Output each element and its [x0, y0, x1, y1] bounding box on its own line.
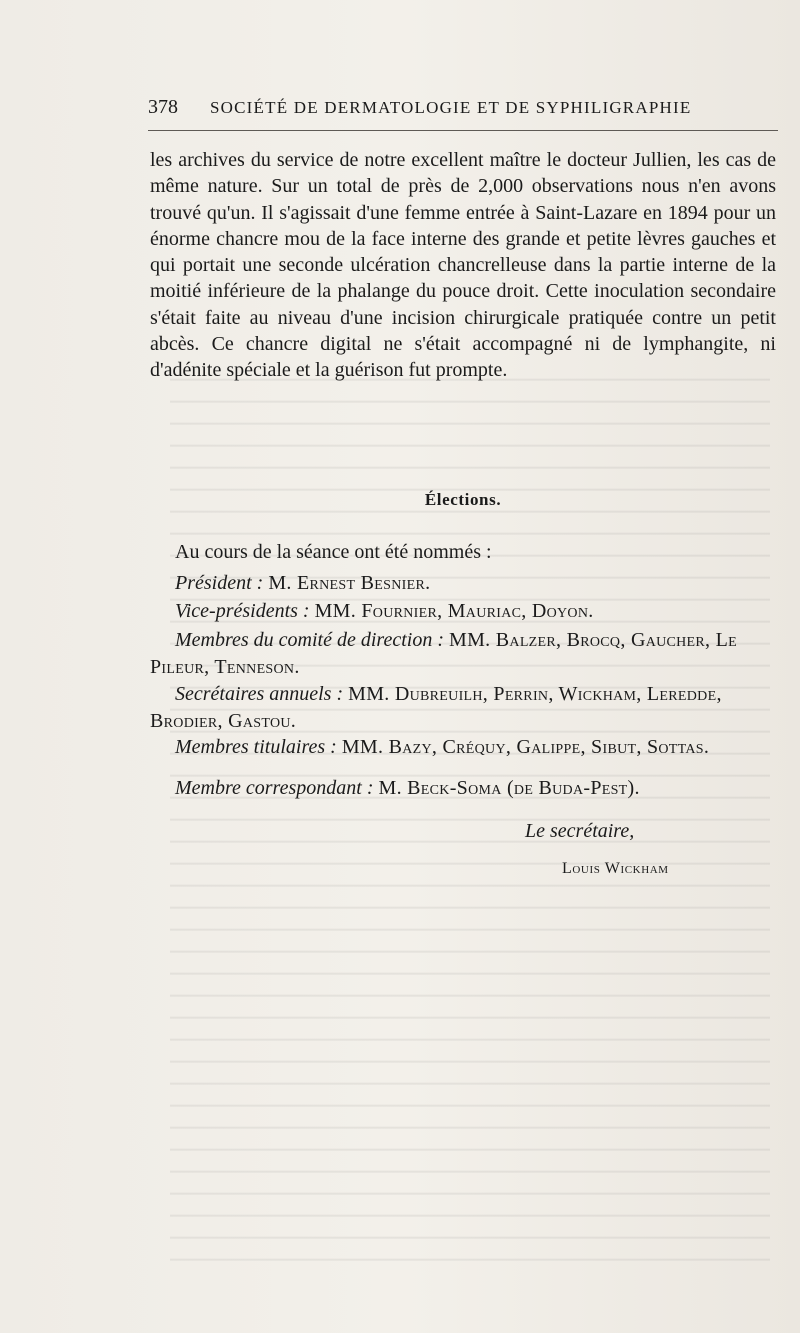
- vice-presidents-label: Vice-présidents :: [175, 600, 310, 622]
- secretaries-label: Secrétaires annuels :: [175, 683, 344, 705]
- header-rule: [148, 130, 778, 131]
- elections-intro: Au cours de la séance ont été nommés :: [175, 541, 492, 563]
- president-entry: [150, 570, 776, 597]
- titular-members-names: MM. Bazy, Créquy, Galippe, Sibut, Sottas.: [341, 736, 710, 758]
- secretaries-names: MM. Dubreuilh, Perrin, Wickham, Leredde, Brodier, Gastou.: [150, 683, 722, 732]
- correspondent-entry: [150, 775, 776, 802]
- vice-presidents-names: MM. Fournier, Mauriac, Doyon.: [314, 600, 594, 622]
- president-names: M. Ernest Besnier.: [268, 572, 431, 594]
- signature-name: Louis Wickham: [562, 860, 669, 877]
- running-title: SOCIÉTÉ DE DERMATOLOGIE ET DE SYPHILIGRAPHIE: [210, 98, 692, 117]
- elections-title: Élections.: [424, 490, 502, 509]
- titular-members-entry: [150, 734, 776, 761]
- correspondent-names: M. Beck-Soma (de Buda-Pest).: [378, 777, 640, 799]
- committee-entry: [150, 627, 776, 681]
- president-label: Président :: [175, 572, 264, 594]
- page-number: 378: [148, 96, 178, 118]
- correspondent-label: Membre correspondant :: [175, 777, 374, 799]
- secretaries-entry: [150, 681, 776, 735]
- vice-presidents-entry: [150, 598, 776, 625]
- titular-members-label: Membres titulaires :: [175, 736, 337, 758]
- page-header: [148, 96, 778, 126]
- signature-role: Le secrétaire,: [525, 820, 635, 842]
- case-paragraph: les archives du service de notre excellent maître le docteur Jullien, les cas de même nature. Sur un total de près de 2,000 observations nous n'en avons trouvé qu'un. Il s'agissait d'une femme entrée à Saint-Lazare en 1894 pour un énorme chancre mou de la face interne des grande et petite lèvres gauches et qui portait une seconde ulcération chancrelleuse dans la partie interne de la moitié inférieure de la phalange du pouce droit. Cette inoculation secondaire s'était faite au niveau d'une incision chirurgicale pratiquée contre un petit abcès. Ce chancre digital ne s'était accompagné ni de lymphangite, ni d'adénite spéciale et la guérison fut prompte.: [150, 149, 776, 382]
- committee-names: MM. Balzer, Brocq, Gaucher, Le Pileur, Tenneson.: [150, 629, 738, 678]
- committee-label: Membres du comité de direction :: [175, 629, 444, 651]
